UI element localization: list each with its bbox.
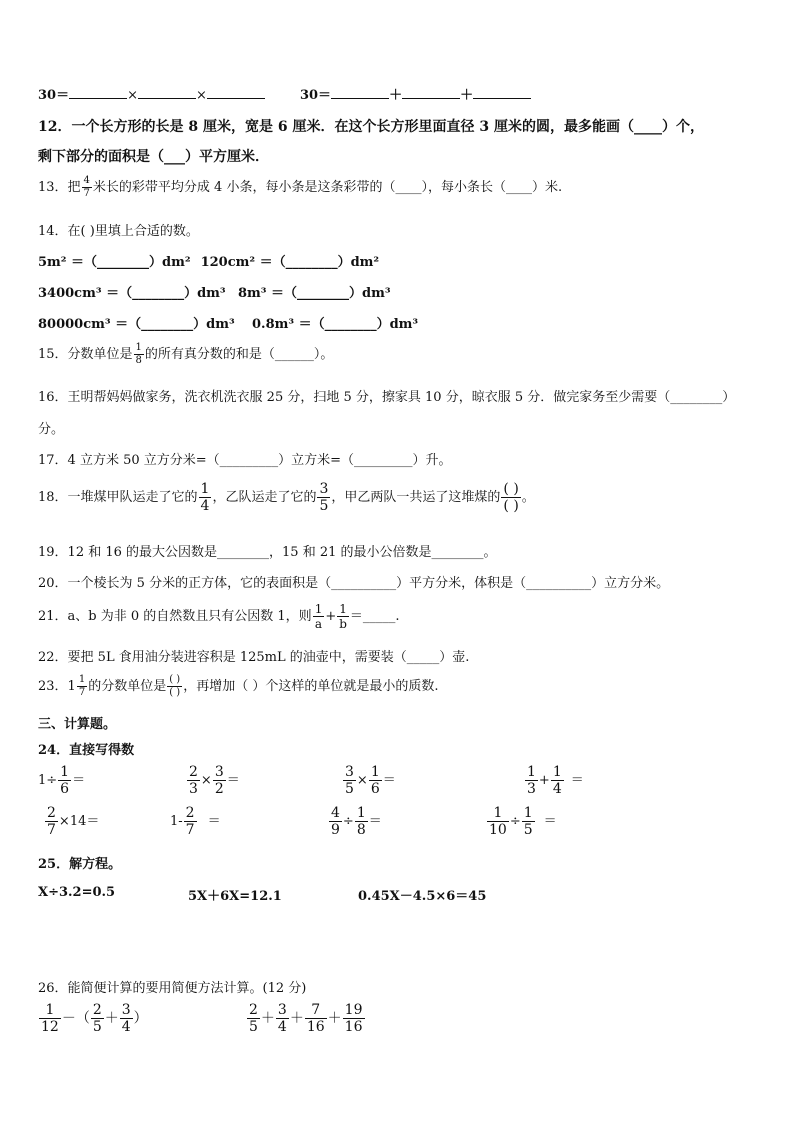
- fraction: [199, 482, 212, 513]
- q23-pre: 23．1: [38, 679, 76, 694]
- equals-sign: ＝: [207, 814, 221, 829]
- numerator: 3: [214, 764, 224, 780]
- q11-right-head: 30＝: [299, 88, 332, 103]
- denominator: 4: [200, 498, 210, 514]
- fraction: [134, 343, 144, 366]
- q23-line: [38, 675, 438, 698]
- section-title: 三、计算题。: [38, 717, 117, 732]
- denominator: 4: [277, 1019, 287, 1035]
- blank[interactable]: [138, 86, 196, 99]
- denominator: 9: [331, 822, 340, 838]
- q17-line: 17．4 立方米 50 立方分米=（_________）立方米=（_________）升。: [38, 453, 452, 468]
- denominator: 7: [47, 822, 56, 838]
- operator: －（: [61, 1010, 90, 1027]
- numerator: 1: [493, 805, 503, 821]
- numerator: 1: [314, 602, 323, 616]
- q21-pre: 21．a、b 为非 0 的自然数且只有公因数 1，则: [38, 609, 312, 624]
- calc-item: [38, 765, 85, 796]
- numerator: 1: [60, 764, 70, 780]
- q15-post: 的所有真分数的和是（______）。: [144, 347, 334, 362]
- q12-line2: 剩下部分的面积是（___）平方厘米．: [38, 149, 269, 165]
- fraction: [551, 765, 564, 796]
- fraction: [213, 765, 226, 796]
- equation: 0.45X－4.5×6＝45: [358, 889, 487, 904]
- fraction: [369, 765, 382, 796]
- fraction: [329, 806, 342, 837]
- q24-title: 24．直接写得数: [38, 743, 135, 758]
- blank[interactable]: [331, 86, 389, 99]
- numerator: 2: [47, 805, 56, 821]
- numerator: 7: [311, 1002, 321, 1018]
- numerator: 1: [339, 602, 347, 616]
- q13-line: [38, 176, 562, 199]
- blank[interactable]: [473, 86, 531, 99]
- numerator: 1: [527, 764, 536, 780]
- numerator: 3: [345, 764, 354, 780]
- q11-left-head: 30＝: [38, 88, 70, 103]
- q16-line1: 16．王明帮妈妈做家务，洗衣机洗衣服 25 分，扫地 5 分，擦家具 10 分，晾衣服 5 分．做完家务至少需要（________）: [38, 390, 736, 405]
- blank[interactable]: [402, 86, 460, 99]
- denominator: 16: [344, 1019, 363, 1035]
- denominator: 16: [306, 1019, 325, 1035]
- q21-line: [38, 603, 400, 630]
- operator: ＋: [260, 1010, 275, 1027]
- q18-mid: ，乙队运走了它的: [212, 490, 317, 505]
- operator: ×: [356, 773, 368, 788]
- q26-title: 26．能简便计算的要用简便方法计算。(12 分): [38, 981, 307, 996]
- q14-item: 3400cm³ ＝（________）dm³: [38, 286, 226, 301]
- equals-sign: ＝: [72, 773, 86, 788]
- fraction: [355, 806, 368, 837]
- expression: [38, 1003, 148, 1034]
- denominator-blank[interactable]: ( ): [503, 498, 519, 514]
- answer-fraction[interactable]: [501, 482, 520, 513]
- times-sign: ×: [196, 88, 207, 103]
- denominator: 7: [185, 822, 195, 838]
- expression: [246, 1003, 366, 1034]
- operator: ×14＝: [58, 814, 100, 829]
- q15-pre: 15．分数单位是: [38, 347, 133, 362]
- plus-sign: +: [325, 609, 337, 624]
- numerator: 2: [185, 805, 195, 821]
- denominator: 6: [370, 781, 380, 797]
- denominator: a: [314, 617, 323, 631]
- q13-pre: 13．把: [38, 180, 81, 195]
- calc-item: [44, 806, 99, 837]
- numerator: 2: [189, 764, 198, 780]
- operator: ×: [200, 773, 212, 788]
- q15-line: [38, 343, 333, 366]
- operator: +: [538, 773, 550, 788]
- fraction: [337, 603, 349, 630]
- q14-title: 14．在( )里填上合适的数。: [38, 224, 199, 239]
- q14-row2: [38, 282, 391, 301]
- numerator: 3: [277, 1002, 287, 1018]
- fraction: [120, 1003, 133, 1034]
- operator: ）: [133, 1010, 148, 1027]
- q23-mid: 的分数单位是: [88, 679, 167, 694]
- q11-line: [38, 84, 531, 103]
- denominator: 4: [121, 1019, 131, 1035]
- q13-post: 米长的彩带平均分成 4 小条，每小条是这条彩带的（____），每小条长（____）米.: [92, 180, 563, 195]
- numerator: 1: [552, 764, 562, 780]
- q16-line2: 分。: [38, 422, 65, 437]
- fraction: [39, 1003, 61, 1034]
- answer-fraction[interactable]: [167, 675, 182, 698]
- operator: ÷: [342, 814, 354, 829]
- equation: 5X＋6X=12.1: [188, 889, 282, 904]
- fraction: [58, 765, 71, 796]
- q14-item: 8m³ ＝（________）dm³: [238, 286, 391, 301]
- q18-end: 。: [521, 490, 535, 505]
- denominator: 5: [523, 822, 533, 838]
- denominator: 5: [249, 1019, 258, 1035]
- equals-sign: ＝: [382, 773, 396, 788]
- fraction: [82, 176, 92, 199]
- denominator: 5: [319, 498, 329, 514]
- fraction: [313, 603, 325, 630]
- fraction: [343, 1003, 365, 1034]
- q14-item: 80000cm³ ＝（________）dm³: [38, 317, 235, 332]
- numerator: 3: [121, 1002, 131, 1018]
- fraction: [317, 482, 330, 513]
- numerator: 2: [249, 1002, 258, 1018]
- q14-row1: [38, 251, 379, 270]
- q22-line: 22．要把 5L 食用油分装进容积是 125mL 的油壶中，需要装（_____）壶.: [38, 650, 470, 665]
- calc-item: [186, 765, 240, 796]
- fraction: [276, 1003, 289, 1034]
- q14-item: 0.8m³ ＝（________）dm³: [252, 317, 419, 332]
- operator: ÷: [509, 814, 521, 829]
- plus-sign: ＋: [389, 88, 403, 103]
- denominator-blank[interactable]: ( ): [169, 687, 181, 698]
- fraction: [187, 765, 200, 796]
- numerator: 4: [83, 175, 90, 186]
- fraction: [525, 765, 538, 796]
- numerator: 19: [344, 1002, 363, 1018]
- numerator: 4: [331, 805, 340, 821]
- calc-prefix: 1-: [170, 814, 183, 829]
- denominator: 8: [135, 355, 142, 366]
- fraction: [305, 1003, 327, 1034]
- denominator: 7: [83, 188, 90, 199]
- q18-line: [38, 482, 535, 513]
- numerator: 3: [319, 481, 329, 497]
- denominator: 3: [189, 781, 198, 797]
- denominator: 2: [214, 781, 224, 797]
- equals-sign: ＝: [543, 814, 557, 829]
- blank[interactable]: [207, 86, 265, 99]
- numerator: 1: [45, 1002, 55, 1018]
- calc-item: [170, 806, 221, 837]
- times-sign: ×: [127, 88, 138, 103]
- numerator: 1: [200, 481, 210, 497]
- denominator: 8: [356, 822, 366, 838]
- fraction: [91, 1003, 104, 1034]
- numerator-blank[interactable]: ( ): [503, 481, 519, 497]
- denominator: 7: [78, 687, 86, 698]
- calc-item: [342, 765, 396, 796]
- numerator: 1: [78, 674, 86, 685]
- fraction: [184, 806, 197, 837]
- denominator: b: [339, 617, 347, 631]
- denominator: 3: [527, 781, 536, 797]
- operator: ＋: [327, 1010, 342, 1027]
- fraction: [343, 765, 356, 796]
- numerator-blank[interactable]: ( ): [169, 674, 181, 685]
- calc-item: [486, 806, 557, 837]
- calc-prefix: 1÷: [38, 773, 58, 788]
- fraction: [45, 806, 58, 837]
- q14-item: 5m² ＝（________）dm²: [38, 255, 191, 270]
- numerator: 1: [370, 764, 380, 780]
- plus-sign: ＋: [460, 88, 474, 103]
- calc-item: [328, 806, 382, 837]
- denominator: 10: [489, 822, 507, 838]
- fraction: [487, 806, 509, 837]
- operator: ＋: [289, 1010, 304, 1027]
- equals-sign: ＝: [368, 814, 382, 829]
- denominator: 6: [60, 781, 70, 797]
- numerator: 1: [356, 805, 366, 821]
- equals-sign: ＝: [226, 773, 240, 788]
- operator: ＋: [104, 1010, 119, 1027]
- numerator: 1: [523, 805, 533, 821]
- q23-post: ，再增加（ ）个这样的单位就是最小的质数.: [183, 679, 439, 694]
- blank[interactable]: [69, 86, 127, 99]
- equation: X÷3.2=0.5: [38, 885, 116, 900]
- numerator: 1: [135, 342, 142, 353]
- denominator: 5: [92, 1019, 102, 1035]
- q12-line1: 12．一个长方形的长是 8 厘米，宽是 6 厘米．在这个长方形里面直径 3 厘米的圆，最多能画（____）个，: [38, 119, 704, 135]
- fraction: [77, 675, 87, 698]
- q18-pre: 18．一堆煤甲队运走了它的: [38, 490, 198, 505]
- denominator: 5: [345, 781, 354, 797]
- q20-line: 20．一个棱长为 5 分米的正方体，它的表面积是（__________）平方分米，体积是（__________）立方分米。: [38, 576, 670, 591]
- equals-sign: ＝: [570, 773, 584, 788]
- denominator: 4: [552, 781, 562, 797]
- q14-item: 120cm² ＝（________）dm²: [200, 255, 380, 270]
- numerator: 2: [92, 1002, 102, 1018]
- q21-post: ＝_____.: [349, 609, 400, 624]
- q19-line: 19．12 和 16 的最大公因数是________，15 和 21 的最小公倍数是________。: [38, 545, 497, 560]
- q18-post: ，甲乙两队一共运了这堆煤的: [331, 490, 501, 505]
- q14-row3: [38, 313, 418, 332]
- calc-item: [524, 765, 584, 796]
- fraction: [522, 806, 535, 837]
- fraction: [247, 1003, 260, 1034]
- q25-title: 25．解方程。: [38, 857, 122, 872]
- denominator: 12: [41, 1019, 59, 1035]
